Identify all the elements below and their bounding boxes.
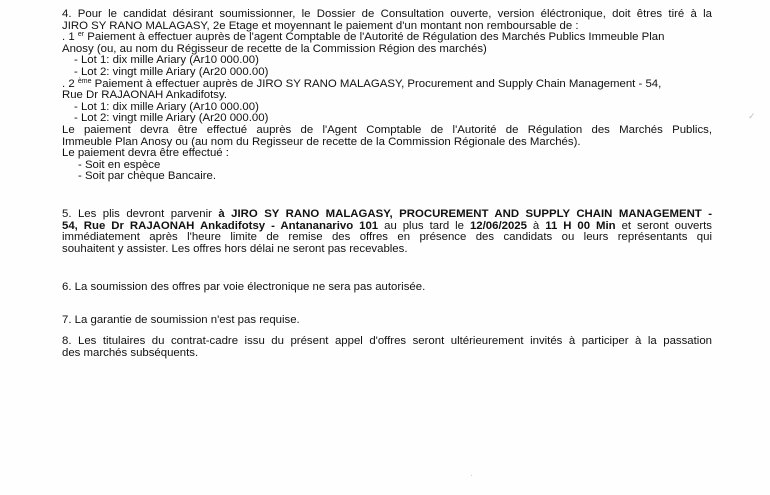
item-6 [62,282,712,294]
payment-info-line-1: Le paiement devra être effectué auprès de l'Agent Comptable de l'Autorité de Régulation des Marchés Publics, [62,123,712,136]
payment-2-line-2: Rue Dr RAJAONAH Ankadifotsy. [62,89,228,102]
payment-1-text: Paiement à effectuer auprès de l'agent Comptable de l'Autorité de Régulation des Marchés Publics Immeuble Plan [84,31,665,44]
document-body [62,9,712,360]
payment-2-lot-2: - Lot 2: vingt mille Ariary (Ar20 000.00) [74,112,269,125]
item-8-line-1: 8. Les titulaires du contrat-cadre issu du présent appel d'offres seront ultérieurement invités à participer à la passation [62,335,712,348]
item-5-address-1: à JIRO SY RANO MALAGASY, PROCUREMENT AND SUPPLY CHAIN MANAGEMENT - [218,207,712,220]
deadline-date: 12/06/2025 [469,219,527,232]
item-6-text: 6. La soumission des offres par voie électronique ne sera pas autorisée. [62,281,426,294]
payment-2-ordinal: ème [77,77,92,85]
payment-2-number: . 2 [62,77,78,90]
item-5-opening: et seront ouverts [615,219,713,232]
scan-speck: · [470,470,473,480]
payment-2-text: Paiement à effectuer auprès de JIRO SY RANO MALAGASY, Procurement and Supply Chain Management - 54, [91,77,662,90]
item-7 [62,315,712,327]
item-7-text: 7. La garantie de soumission n'est pas requise. [62,313,300,326]
item-5-line-4: souhaitent y assister. Les offres hors délai ne seront pas recevables. [62,242,408,255]
payment-info-line-2: Immeuble Plan Anosy ou (au nom du Regisseur de recette de la Commission Régionale des Marchés). [62,135,581,148]
item-4 [62,9,712,183]
item-5-deadline-label: au plus tard le [378,219,470,232]
item-5-at: à [526,219,546,232]
payment-1-ordinal: er [77,31,85,39]
item-5-line-3: immédiatement après l'heure limite de remise des offres en présence des candidats ou leurs représentants qui [62,231,712,244]
payment-option-cash: - Soit en espèce [78,158,161,171]
payment-option-cheque: - Soit par chèque Bancaire. [78,170,217,183]
payment-1-number: . 1 [62,31,78,44]
payment-1-line-2: Anosy (ou, au nom du Régisseur de recette de la Commission Région des marchés) [62,42,487,55]
item-5-address-2: 54, Rue Dr RAJAONAH Ankadifotsy - Antananarivo 101 [62,219,379,232]
scan-speck: ✓ [748,111,756,121]
payment-2-lot-1: - Lot 1: dix mille Ariary (Ar10 000.00) [74,100,259,113]
item-4-line-1: 4. Pour le candidat désirant soumissionner, le Dossier de Consultation ouverte, version éléctronique, doit êtres tiré à la [62,8,712,20]
item-8-line-2: des marchés subséquents. [62,347,199,360]
payment-1-lot-2: - Lot 2: vingt mille Ariary (Ar20 000.00) [74,65,269,78]
item-8 [62,336,712,359]
item-4-line-2: JIRO SY RANO MALAGASY, 2e Etage et moyennant le paiement d'un montant non remboursable de : [62,19,579,32]
payment-1-lot-1: - Lot 1: dix mille Ariary (Ar10 000.00) [74,54,259,67]
item-5-intro: 5. Les plis devront parvenir [62,207,219,220]
item-5 [62,209,712,255]
deadline-time: 11 H 00 Min [545,219,616,232]
payment-info-line-3: Le paiement devra être effectué : [62,147,229,160]
